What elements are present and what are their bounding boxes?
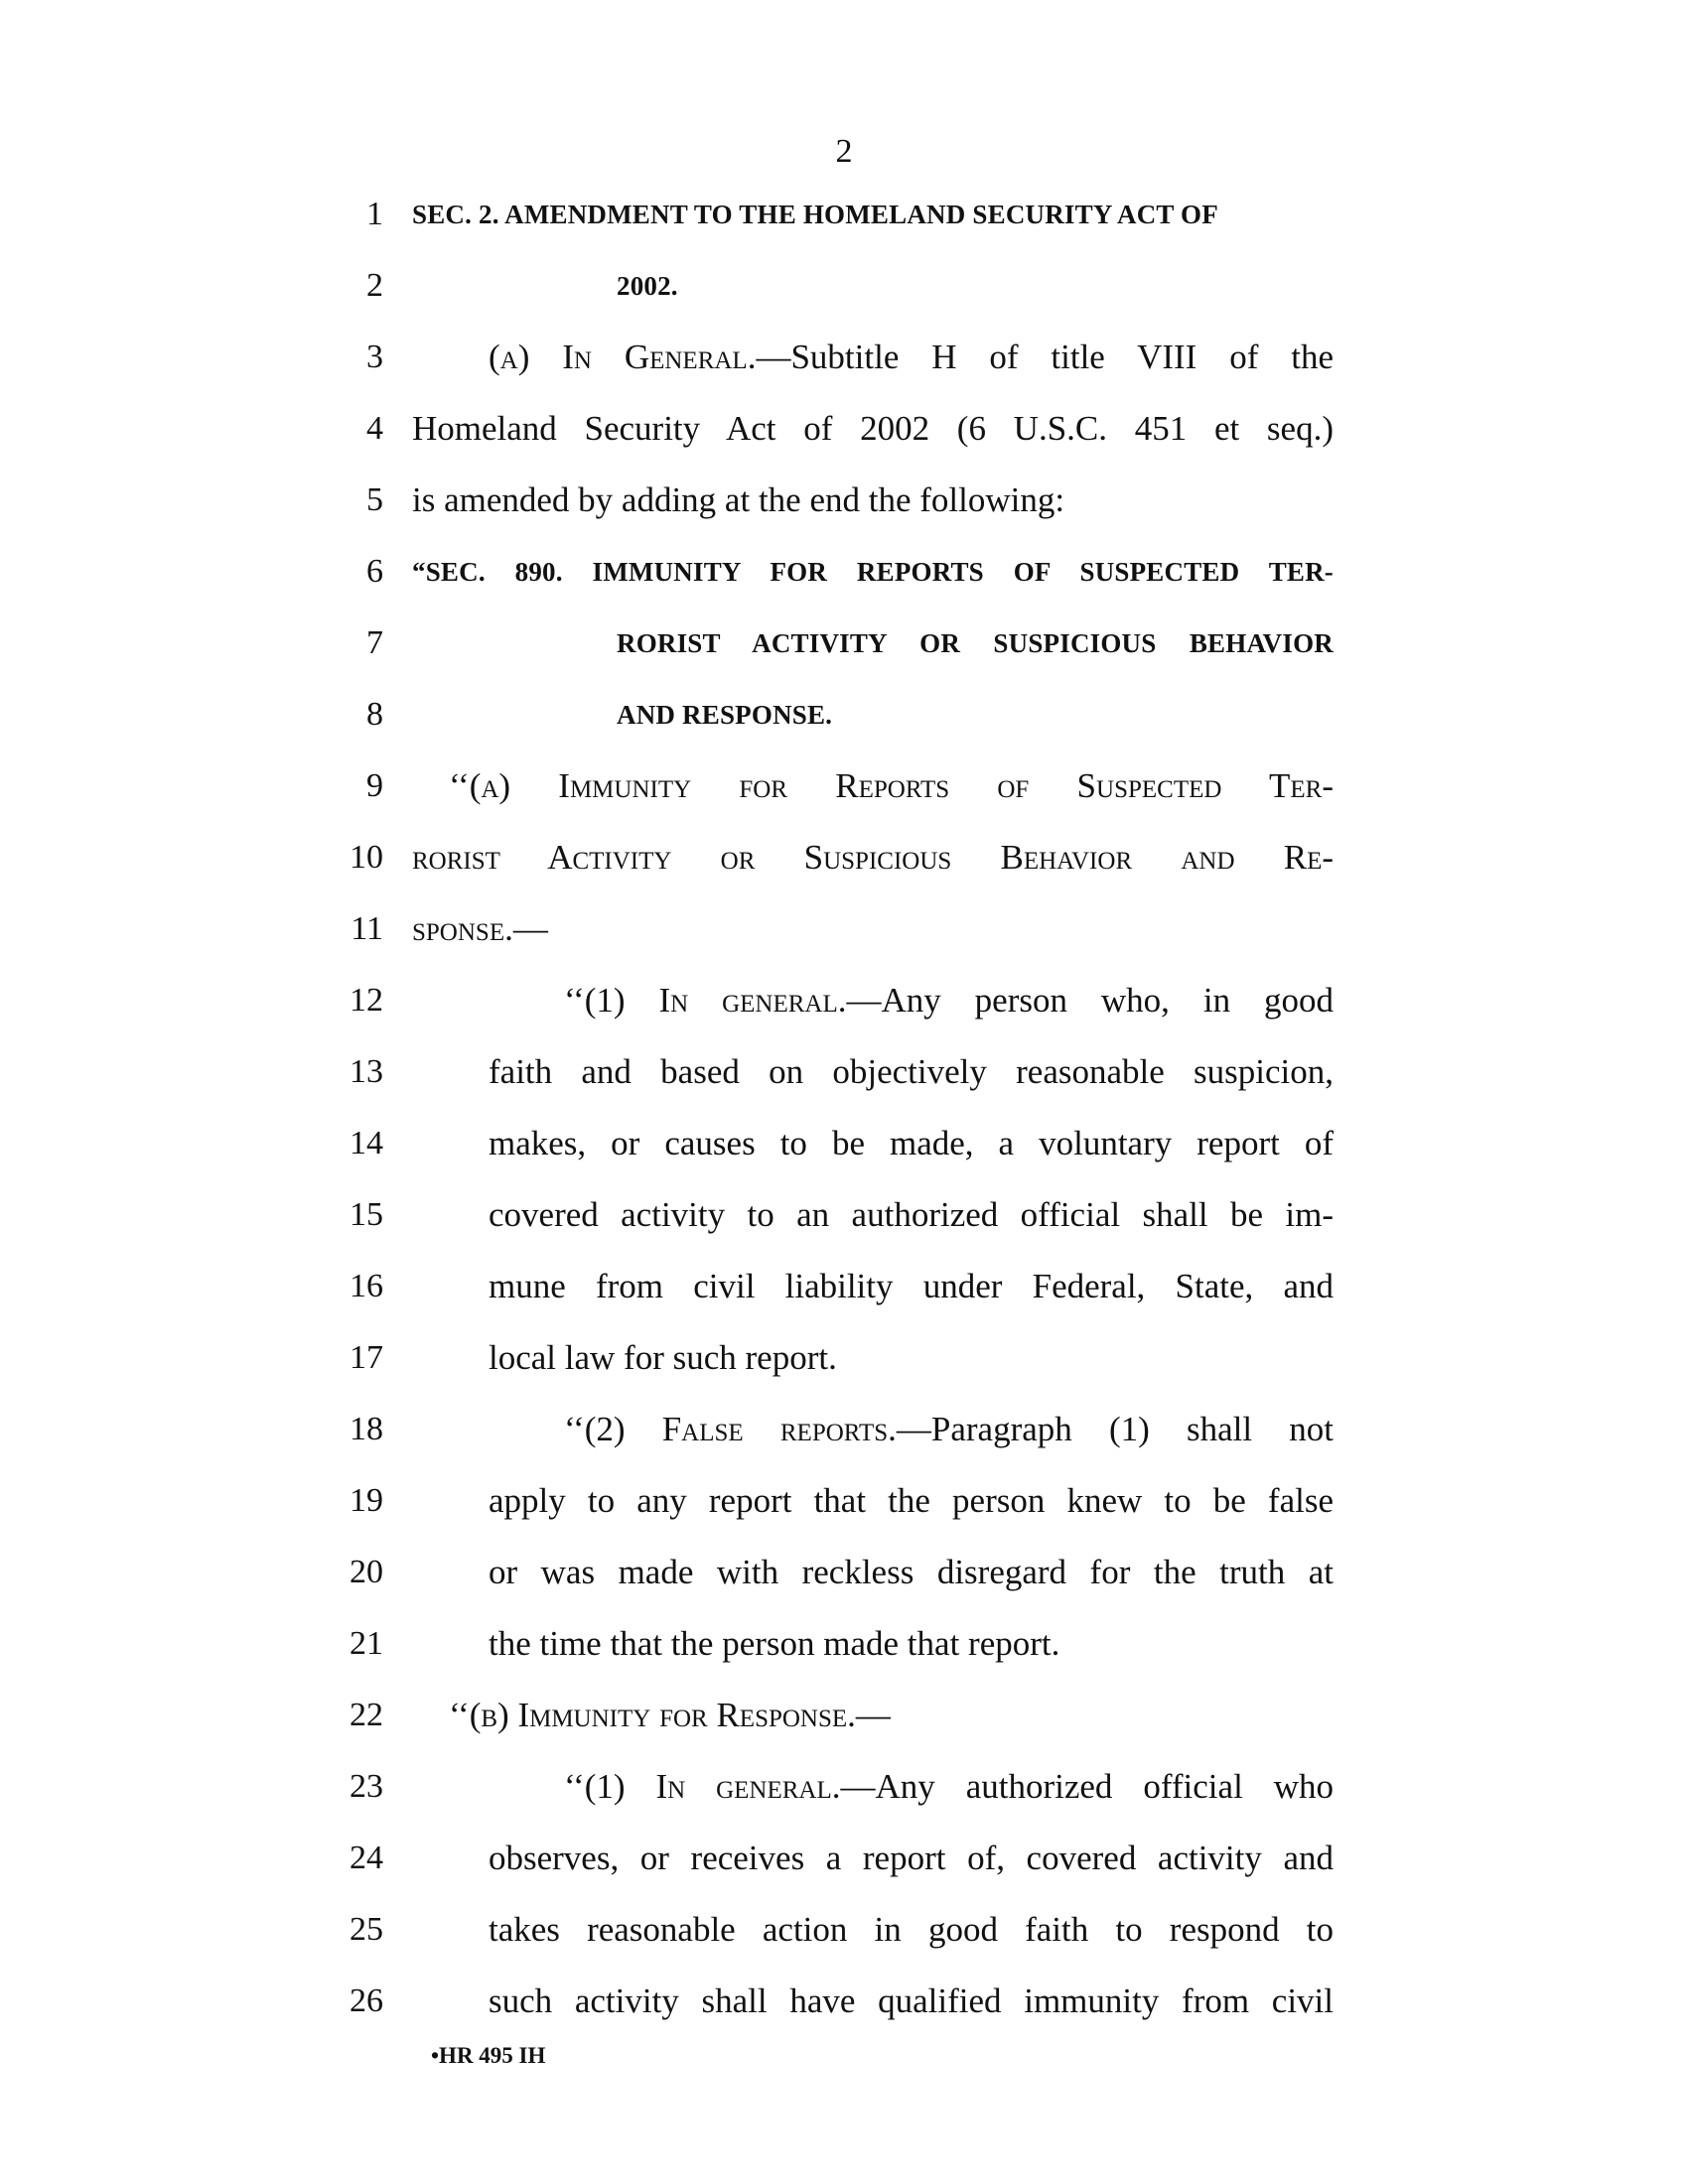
text-line [0,1036,1688,1108]
section-heading: RORIST ACTIVITY OR SUSPICIOUS BEHAVIOR [617,628,1334,658]
line-text: apply to any report that the person knew to be false [489,1481,1334,1520]
text-line [0,465,1688,536]
page-number: 2 [835,133,853,170]
subsection-heading: ‘‘(a) Immunity for Reports of Suspected Ter- [449,766,1334,805]
text-line [0,1537,1688,1608]
line-text [564,1767,1334,1807]
line-number: 17 [350,1339,383,1376]
text-line [0,1680,1688,1751]
text-line [0,179,1688,250]
line-text [449,1696,891,1735]
line-text: such activity shall have qualified immunity from civil [489,1981,1334,2020]
section-heading: SEC. 2. AMENDMENT TO THE HOMELAND SECURITY ACT OF [412,200,1218,229]
line-text [489,338,1334,377]
text-line [0,393,1688,465]
line-number: 11 [351,910,383,947]
text-line [0,1894,1688,1966]
line-text: takes reasonable action in good faith to respond to [489,1910,1334,1949]
line-text-content: — [512,909,548,948]
line-number: 4 [366,410,383,447]
section-heading: AND RESPONSE. [617,700,833,730]
paragraph-heading: ‘‘(1) In general. [564,981,847,1020]
subsection-heading: sponse. [412,909,513,948]
line-text [564,1410,1334,1449]
text-line [0,608,1688,679]
line-number: 9 [366,767,383,804]
text-line [0,1608,1688,1680]
line-text: or was made with reckless disregard for the truth at [489,1553,1334,1591]
paragraph-heading: ‘‘(2) False reports. [564,1410,897,1448]
line-number: 19 [350,1482,383,1519]
line-number: 21 [350,1625,383,1662]
text-line [0,536,1688,608]
line-text: Homeland Security Act of 2002 (6 U.S.C. 451 et seq.) [412,409,1334,448]
line-text-content: —Subtitle H of title VIII of the [756,338,1334,376]
text-line [0,893,1688,965]
text-line [0,1251,1688,1322]
line-number: 6 [366,553,383,590]
line-number: 26 [350,1982,383,2019]
line-number: 23 [350,1768,383,1805]
text-line [0,1108,1688,1179]
line-text: makes, or causes to be made, a voluntary report of [489,1124,1334,1162]
text-line [0,965,1688,1036]
line-text-content: —Any authorized official who [840,1767,1334,1806]
bill-identifier-footer: •HR 495 IH [431,2043,546,2068]
line-number: 18 [350,1411,383,1447]
line-number: 25 [350,1911,383,1948]
line-number: 2 [366,267,383,304]
line-text [412,909,548,949]
line-text: covered activity to an authorized official shall be im- [489,1195,1334,1234]
text-line [0,1823,1688,1894]
line-number: 10 [350,839,383,876]
line-number: 5 [366,481,383,518]
section-heading: 2002. [617,271,678,301]
paragraph-heading: ‘‘(1) In general. [564,1767,841,1806]
line-number: 20 [350,1554,383,1590]
subsection-heading: (a) In General. [489,338,757,376]
line-text-content: — [855,1696,891,1734]
line-text: observes, or receives a report of, covered activity and [489,1839,1334,1877]
text-line [0,751,1688,822]
text-line [0,1966,1688,2037]
text-line [0,1322,1688,1394]
line-text: mune from civil liability under Federal, State, and [489,1267,1334,1305]
line-text-content: —Any person who, in good [846,981,1334,1020]
text-line [0,322,1688,393]
text-line [0,1179,1688,1251]
section-heading: “SEC. 890. IMMUNITY FOR REPORTS OF SUSPECTED TER- [412,557,1334,587]
text-line [0,250,1688,322]
line-number: 15 [350,1196,383,1233]
text-line [0,1751,1688,1823]
line-number: 13 [350,1053,383,1090]
line-number: 3 [366,339,383,375]
line-text: is amended by adding at the end the following: [412,480,1065,519]
line-text [564,981,1334,1021]
line-number: 1 [366,196,383,232]
line-number: 12 [350,982,383,1019]
line-number: 7 [366,624,383,661]
text-line [0,679,1688,751]
line-number: 22 [350,1697,383,1733]
subsection-heading: rorist Activity or Suspicious Behavior and Re- [412,838,1334,877]
line-number: 24 [350,1840,383,1876]
text-line [0,822,1688,893]
line-number: 8 [366,696,383,733]
line-number: 14 [350,1125,383,1161]
line-text: local law for such report. [489,1338,837,1377]
line-text: the time that the person made that report. [489,1624,1060,1663]
line-number: 16 [350,1268,383,1304]
line-text-content: —Paragraph (1) shall not [896,1410,1334,1448]
text-line [0,1465,1688,1537]
text-line [0,1394,1688,1465]
line-text: faith and based on objectively reasonable suspicion, [489,1052,1334,1091]
subsection-heading: ‘‘(b) Immunity for Response. [449,1696,856,1734]
